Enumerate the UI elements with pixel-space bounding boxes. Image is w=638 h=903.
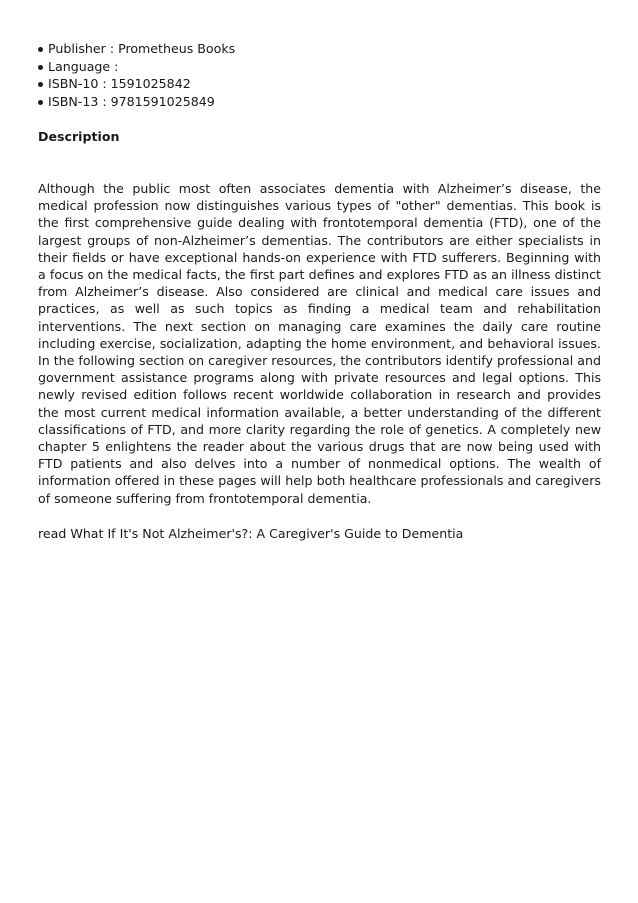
bullet-icon <box>38 100 43 105</box>
isbn13-text: ISBN-13 : 9781591025849 <box>48 93 215 109</box>
description-heading: Description <box>38 129 120 144</box>
publisher-item <box>38 40 601 58</box>
isbn10-text: ISBN-10 : 1591025842 <box>48 76 191 91</box>
isbn10-item <box>38 75 601 93</box>
bullet-icon <box>38 82 43 87</box>
bullet-icon <box>38 65 43 70</box>
publisher-text: Publisher : Prometheus Books <box>48 41 236 56</box>
description-body: Although the public most often associates dementia with Alzheimer’s disease, the medical profession now distinguishes various types of "other" dementias. This book is the first comprehensive guide dealing with frontotemporal dementia (FTD), one of the largest groups of non-Alzheimer’s dementias. The contributors are either specialists in their fields or have exceptional hands-on experience with FTD sufferers. Beginning with a focus on the medical facts, the first part defines and explores FTD as an illness distinct from Alzheimer’s disease. Also considered are clinical and medical care issues and practices, as well as such topics as finding a medical team and rehabilitation interventions. The next section on managing care examines the daily care routine including exercise, socialization, adapting the home environment, and behavioral issues. In the following section on caregiver resources, the contributors identify professional and government assistance programs along with private resources and legal options. This newly revised edition follows recent worldwide collaboration in research and provides the most current medical information available, a better understanding of the different classifications of FTD, and more clarity regarding the role of genetics. A completely new chapter 5 enlightens the reader about the various drugs that are now being used with FTD patients and also delves into a number of nonmedical options. The wealth of information offered in these pages will help both healthcare professionals and caregivers of someone suffering from frontotemporal dementia. <box>38 181 601 506</box>
isbn13-item <box>38 93 601 111</box>
language-text: Language : <box>48 58 119 74</box>
book-details-list <box>38 40 601 110</box>
bullet-icon <box>38 47 43 52</box>
read-book-link[interactable]: read What If It's Not Alzheimer's?: A Caregiver's Guide to Dementia <box>38 525 464 541</box>
language-item <box>38 58 601 76</box>
document-page <box>38 40 601 542</box>
